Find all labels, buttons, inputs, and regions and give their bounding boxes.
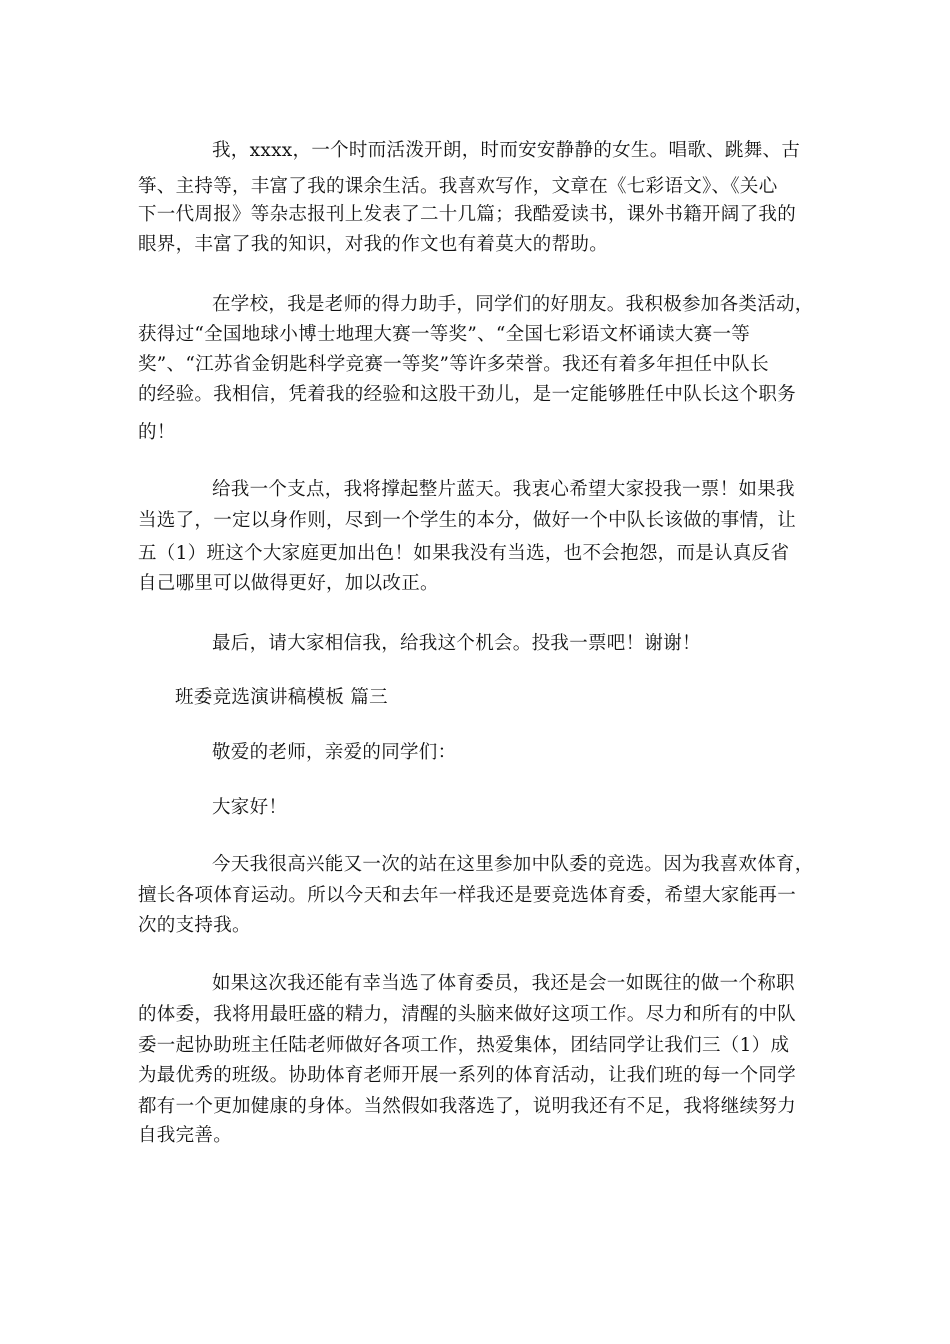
paragraph-3-line-3: 五（1）班这个大家庭更加出色！如果我没有当选，也不会抱怨，而是认真反省	[138, 543, 790, 564]
paragraph-1-line-2: 筝、主持等，丰富了我的课余生活。我喜欢写作，文章在《七彩语文》、《关心	[138, 176, 778, 197]
paragraph-5-line-2: 擅长各项体育运动。所以今天和去年一样我还是要竞选体育委，希望大家能再一	[138, 885, 797, 906]
paragraph-3-line-2: 当选了，一定以身作则，尽到一个学生的本分，做好一个中队长该做的事情，让	[138, 510, 797, 531]
paragraph-5-line-1: 今天我很高兴能又一次的站在这里参加中队委的竞选。因为我喜欢体育，	[212, 854, 814, 875]
paragraph-6-line-2: 的体委，我将用最旺盛的精力，清醒的头脑来做好这项工作。尽力和所有的中队	[138, 1004, 797, 1025]
paragraph-2-line-1: 在学校，我是老师的得力助手，同学们的好朋友。我积极参加各类活动，	[212, 294, 814, 315]
paragraph-6-line-3: 委一起协助班主任陆老师做好各项工作，热爱集体，团结同学让我们三（1）成	[138, 1035, 790, 1056]
paragraph-6-line-5: 都有一个更加健康的身体。当然假如我落选了，说明我还有不足，我将继续努力	[138, 1096, 797, 1117]
paragraph-5-line-3: 次的支持我。	[138, 915, 251, 936]
hello: 大家好！	[212, 797, 288, 818]
paragraph-6-line-6: 自我完善。	[138, 1125, 233, 1146]
paragraph-3-line-1: 给我一个支点，我将撑起整片蓝天。我衷心希望大家投我一票！如果我	[212, 479, 795, 500]
paragraph-1-line-3: 下一代周报》等杂志报刊上发表了二十几篇；我酷爱读书，课外书籍开阔了我的	[138, 204, 797, 225]
paragraph-2-line-2: 获得过“全国地球小博士地理大赛一等奖”、“全国七彩语文杯诵读大赛一等	[138, 324, 751, 345]
paragraph-1-line-1: 我，xxxx，一个时而活泼开朗，时而安安静静的女生。唱歌、跳舞、古	[212, 140, 801, 161]
greeting: 敬爱的老师，亲爱的同学们：	[212, 742, 457, 763]
paragraph-6-line-1: 如果这次我还能有幸当选了体育委员，我还是会一如既往的做一个称职	[212, 973, 795, 994]
paragraph-2-line-5: 的！	[138, 422, 176, 443]
paragraph-3-line-4: 自己哪里可以做得更好，加以改正。	[138, 573, 439, 594]
paragraph-6-line-4: 为最优秀的班级。协助体育老师开展一系列的体育活动，让我们班的每一个同学	[138, 1065, 797, 1086]
paragraph-4: 最后，请大家相信我，给我这个机会。投我一票吧！谢谢！	[212, 633, 701, 654]
paragraph-1-line-4: 眼界，丰富了我的知识，对我的作文也有着莫大的帮助。	[138, 234, 609, 255]
section-title: 班委竞选演讲稿模板 篇三	[175, 687, 388, 708]
paragraph-2-line-3: 奖”、“江苏省金钥匙科学竞赛一等奖”等许多荣誉。我还有着多年担任中队长	[138, 354, 769, 375]
paragraph-2-line-4: 的经验。我相信，凭着我的经验和这股干劲儿，是一定能够胜任中队长这个职务	[138, 384, 797, 405]
